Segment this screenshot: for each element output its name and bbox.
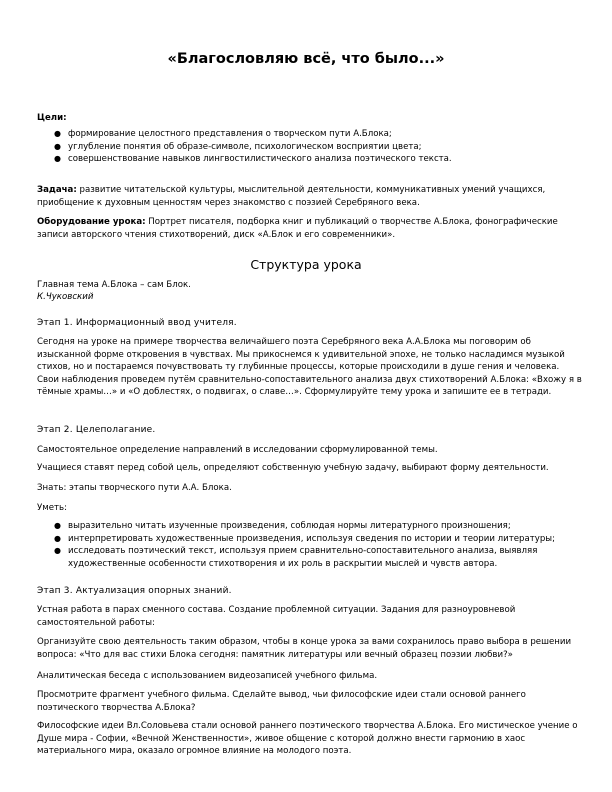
stage2-paragraph-1: Самостоятельное определение направлений в исследовании сформулированной темы.	[37, 445, 438, 455]
list-item: ● совершенствование навыков лингвостилистического анализа поэтического текста.	[54, 154, 452, 165]
task-text: развитие читательской культуры, мыслительной деятельности, коммуникативных умений учащихся, приобщение к духовным ценностям через знакомство с поэзией Серебряного века.	[37, 185, 546, 208]
bullet-icon: ●	[54, 141, 61, 151]
equipment-text: Портрет писателя, подборка книг и публикаций о творчестве А.Блока, фонографические записи авторского чтения стихотворений, диск «А.Блок и его современники».	[37, 217, 558, 240]
stage3-paragraph-1: Устная работа в парах сменного состава. Создание проблемной ситуации. Задания для разноуровневой самостоятельной работы:	[37, 605, 516, 628]
stage3-paragraph-5: Философские идеи Вл.Соловьева стали основой раннего поэтического творчества А.Блока. Его мистическое учение о Душе мира - Софии, «Вечной Женственности», живое общение с которой должно внести гармонию в хаос материального мира, оказало огромное влияние на молодого поэта.	[37, 721, 578, 757]
quote-author: К.Чуковский	[37, 292, 94, 302]
stage2-can-label: Уметь:	[37, 503, 67, 513]
bullet-icon: ●	[54, 546, 61, 556]
bullet-icon: ●	[54, 533, 61, 543]
stage3-heading: Этап 3. Актуализация опорных знаний.	[37, 586, 232, 596]
task-label: Задача:	[37, 185, 77, 195]
stage2-heading: Этап 2. Целеполагание.	[37, 425, 156, 435]
main-theme: Главная тема А.Блока – сам Блок.	[37, 280, 191, 290]
equipment-label: Оборудование урока:	[37, 217, 146, 227]
stage1-text: Сегодня на уроке на примере творчества величайшего поэта Серебряного века А.А.Блока мы поговорим об изысканной форме откровения в чувствах. Мы прикоснемся к удивительной эпохе, не только насладимся музыкой стихов, но и постараемся почувствовать ту глубинные процессы, которые происходили в душе гения и человека. Свои наблюдения проведем путём сравнительно-сопоставительного анализа двух стихотворений А.Блока: «Вхожу я в тёмные храмы…» и «О доблестях, о подвигах, о славе…». Сформулируйте тему урока и запишите ее в тетради.	[37, 337, 582, 398]
list-item: ● интерпретировать художественные произведения, используя сведения по истории и теории литературы;	[54, 533, 555, 544]
list-item: ● углубление понятия об образе-символе, психологическом восприятии цвета;	[54, 141, 422, 152]
list-item: ● формирование целостного представления о творческом пути А.Блока;	[54, 129, 392, 139]
document-title: «Благословляю всё, что было...»	[167, 51, 445, 67]
bullet-icon: ●	[54, 521, 61, 530]
goals-label: Цели:	[37, 113, 67, 123]
stage3-paragraph-4: Просмотрите фрагмент учебного фильма. Сделайте вывод, чьи философские идеи стали основой раннего поэтического творчества А.Блока?	[37, 690, 526, 713]
stage3-paragraph-2: Организуйте свою деятельность таким образом, чтобы в конце урока за вами сохранилось право выбора в решении вопроса: «Что для вас стихи Блока сегодня: памятник литературы или вечный образец поэзии любви?»	[37, 637, 572, 660]
stage2-paragraph-2: Учащиеся ставят перед собой цель, определяют собственную учебную задачу, выбирают форму деятельности.	[37, 463, 549, 473]
task-paragraph	[37, 184, 582, 209]
stage1-heading: Этап 1. Информационный ввод учителя.	[37, 318, 237, 328]
structure-heading: Структура урока	[250, 257, 362, 272]
goals-list	[54, 128, 584, 166]
bullet-icon: ●	[54, 154, 61, 164]
equipment-paragraph	[37, 216, 582, 241]
bullet-icon: ●	[54, 129, 61, 138]
stage3-paragraph-3: Аналитическая беседа с использованием видеозаписей учебного фильма.	[37, 671, 378, 681]
stage2-know: Знать: этапы творческого пути А.А. Блока.	[37, 483, 232, 493]
list-item: ● исследовать поэтический текст, используя прием сравнительно-сопоставительного анализа, выявляя художественные особенности стихотворения и их роль в раскрытии мыслей и чувств автора.	[54, 546, 538, 569]
list-item: ● выразительно читать изученные произведения, соблюдая нормы литературного произношения;	[54, 521, 511, 531]
skills-list	[54, 520, 584, 570]
